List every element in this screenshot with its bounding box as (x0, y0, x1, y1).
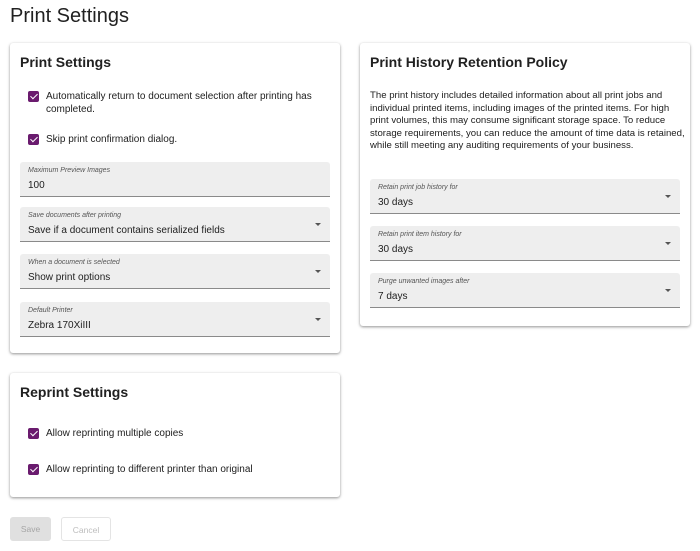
different-printer-label: Allow reprinting to different printer than original (46, 464, 253, 475)
reprint-settings-card (10, 373, 340, 497)
save-button[interactable]: Save (10, 517, 51, 541)
print-settings-card (10, 43, 340, 353)
job-history-select[interactable] (370, 179, 680, 214)
multiple-copies-checkbox-icon[interactable] (28, 428, 39, 439)
multiple-copies-checkbox-row[interactable] (28, 427, 328, 440)
max-preview-field[interactable] (20, 162, 330, 197)
purge-images-label: Purge unwanted images after (378, 278, 470, 285)
save-documents-value: Save if a document contains serialized fields (28, 225, 225, 236)
cancel-button[interactable]: Cancel (61, 517, 111, 541)
chevron-down-icon[interactable] (665, 289, 671, 292)
item-history-select[interactable] (370, 226, 680, 261)
skip-confirm-checkbox-icon[interactable] (28, 134, 39, 145)
chevron-down-icon[interactable] (315, 318, 321, 321)
chevron-down-icon[interactable] (665, 195, 671, 198)
auto-return-label: Automatically return to document selection after printing has completed. (46, 91, 312, 115)
job-history-value: 30 days (378, 197, 414, 208)
print-settings-title: Print Settings (20, 54, 112, 70)
chevron-down-icon[interactable] (315, 223, 321, 226)
item-history-value: 30 days (378, 244, 414, 255)
retention-policy-card (360, 43, 690, 326)
purge-images-select[interactable] (370, 273, 680, 308)
save-documents-label: Save documents after printing (28, 212, 121, 219)
skip-confirm-checkbox-row[interactable] (28, 133, 328, 146)
different-printer-checkbox-icon[interactable] (28, 464, 39, 475)
when-selected-value: Show print options (28, 272, 111, 283)
retention-policy-title: Print History Retention Policy (370, 54, 568, 70)
purge-images-value: 7 days (378, 291, 408, 302)
different-printer-checkbox-row[interactable] (28, 463, 328, 476)
page-title: Print Settings (10, 5, 129, 27)
reprint-settings-title: Reprint Settings (20, 384, 129, 400)
retention-policy-description: The print history includes detailed information about all print jobs and individual printed items, including images of the printed items. For high print volumes, this may consume significant storage space. To reduce storage requirements, you can reduce the amount of time data is retained, while still meeting any auditing requirements of your business. (370, 90, 685, 152)
max-preview-label: Maximum Preview Images (28, 167, 111, 174)
default-printer-value: Zebra 170XiIII (28, 320, 91, 331)
skip-confirm-label: Skip print confirmation dialog. (46, 134, 178, 145)
chevron-down-icon[interactable] (315, 270, 321, 273)
job-history-label: Retain print job history for (378, 184, 458, 191)
auto-return-checkbox-row[interactable] (28, 90, 328, 116)
multiple-copies-label: Allow reprinting multiple copies (46, 428, 184, 439)
item-history-label: Retain print item history for (378, 231, 462, 238)
chevron-down-icon[interactable] (665, 242, 671, 245)
when-selected-select[interactable] (20, 254, 330, 289)
default-printer-select[interactable] (20, 302, 330, 337)
auto-return-checkbox-icon[interactable] (28, 91, 39, 102)
save-documents-select[interactable] (20, 207, 330, 242)
default-printer-label: Default Printer (28, 307, 73, 314)
max-preview-value: 100 (28, 180, 45, 191)
when-selected-label: When a document is selected (28, 259, 120, 266)
